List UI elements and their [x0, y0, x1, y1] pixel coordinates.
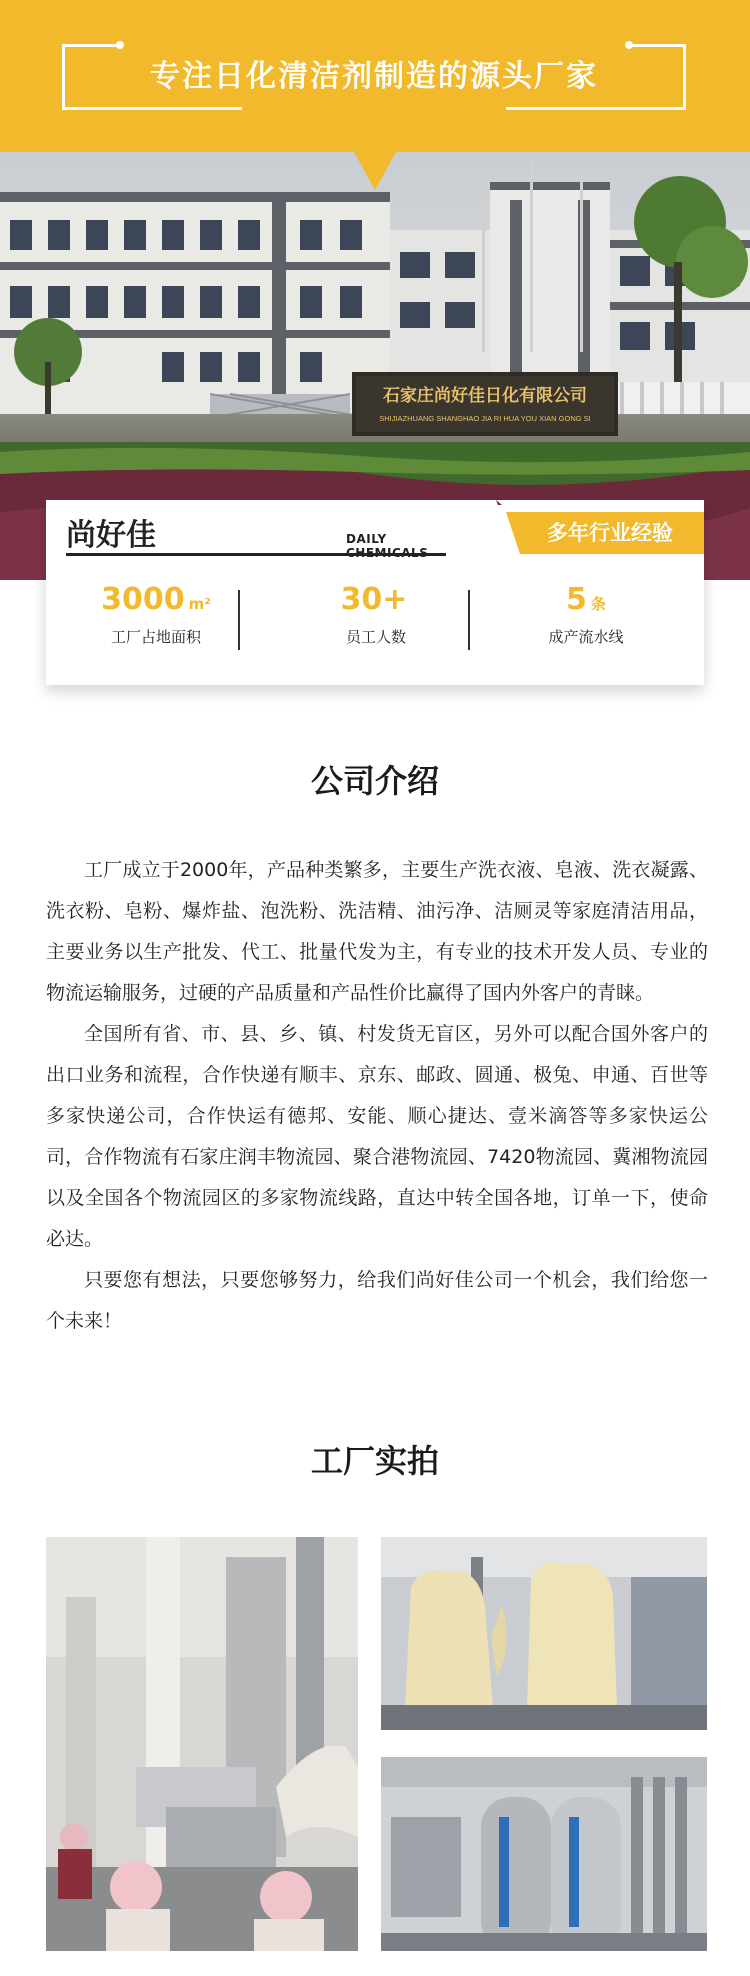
- brand-subtitle: DAILY: [346, 532, 387, 546]
- brand-zone: [46, 500, 466, 558]
- stat-lines-value: 5: [566, 582, 587, 617]
- stats-row: [46, 580, 704, 660]
- stat-staff-value-row: [276, 580, 476, 624]
- intro-text: [46, 850, 708, 1342]
- stat-staff: [276, 580, 476, 660]
- gallery-title: 工厂实拍: [310, 1442, 439, 1480]
- stat-staff-value: 30+: [340, 582, 408, 617]
- stat-area-value: 3000: [101, 582, 185, 617]
- stat-area-label: 工厂占地面积: [110, 628, 201, 646]
- gallery-photo-tanks: [381, 1757, 707, 1951]
- banner-title: 专注日化清洁剂制造的源头厂家: [150, 59, 598, 94]
- top-banner: [0, 0, 750, 152]
- factory-sign-pinyin: SHIJIAZHUANG SHANGHAO JIA RI HUA YOU XIAN GONG SI: [379, 414, 591, 423]
- intro-title: 公司介绍: [310, 762, 439, 800]
- stat-divider: [238, 590, 240, 650]
- stat-area-unit: m²: [188, 595, 211, 613]
- intro-paragraph: 全国所有省、市、县、乡、镇、村发货无盲区，另外可以配合国外客户的出口业务和流程，合作快递有顺丰、京东、邮政、圆通、极兔、申通、百世等多家快递公司，合作快运有德邦、安能、顺心捷达、壹米滴答等多家快运公司，合作物流有石家庄润丰物流园、聚合港物流园、7420物流园、冀湘物流园以及全国各个物流园区的多家物流线路，直达中转全国各地，订单一下，使命必达。: [46, 1023, 708, 1250]
- stat-divider: [468, 590, 470, 650]
- banner-frame: [62, 44, 686, 110]
- intro-paragraph: 工厂成立于2000年，产品种类繁多，主要生产洗衣液、皂液、洗衣凝露、洗衣粉、皂粉、爆炸盐、泡洗粉、洗洁精、油污净、洁厕灵等家庭清洁用品，主要业务以生产批发、代工、批量代发为主，有专业的技术开发人员、专业的物流运输服务，过硬的产品质量和产品性价比赢得了国内外客户的青睐。: [46, 859, 708, 1004]
- banner-notch: [353, 150, 397, 190]
- stat-lines-value-row: [486, 580, 686, 624]
- stat-area-value-row: [56, 580, 256, 624]
- gallery-photo-workshop: [46, 1537, 358, 1951]
- brand-name: 尚好佳: [66, 518, 156, 553]
- experience-tag-label: 多年行业经验: [547, 521, 673, 545]
- experience-tag: [516, 512, 704, 554]
- gallery-photo-bottles: [381, 1537, 707, 1730]
- intro-paragraph: 只要您有想法，只要您够努力，给我们尚好佳公司一个机会，我们给您一个未来！: [46, 1269, 708, 1332]
- stat-area: [56, 580, 256, 660]
- card-header: [46, 500, 704, 558]
- stat-lines-unit: 条: [590, 595, 606, 613]
- brand-underline: [66, 553, 446, 556]
- factory-sign-name: 石家庄尚好佳日化有限公司: [383, 386, 587, 405]
- stat-lines: [486, 580, 686, 660]
- stat-lines-label: 成产流水线: [548, 628, 624, 646]
- stat-staff-label: 员工人数: [345, 628, 406, 646]
